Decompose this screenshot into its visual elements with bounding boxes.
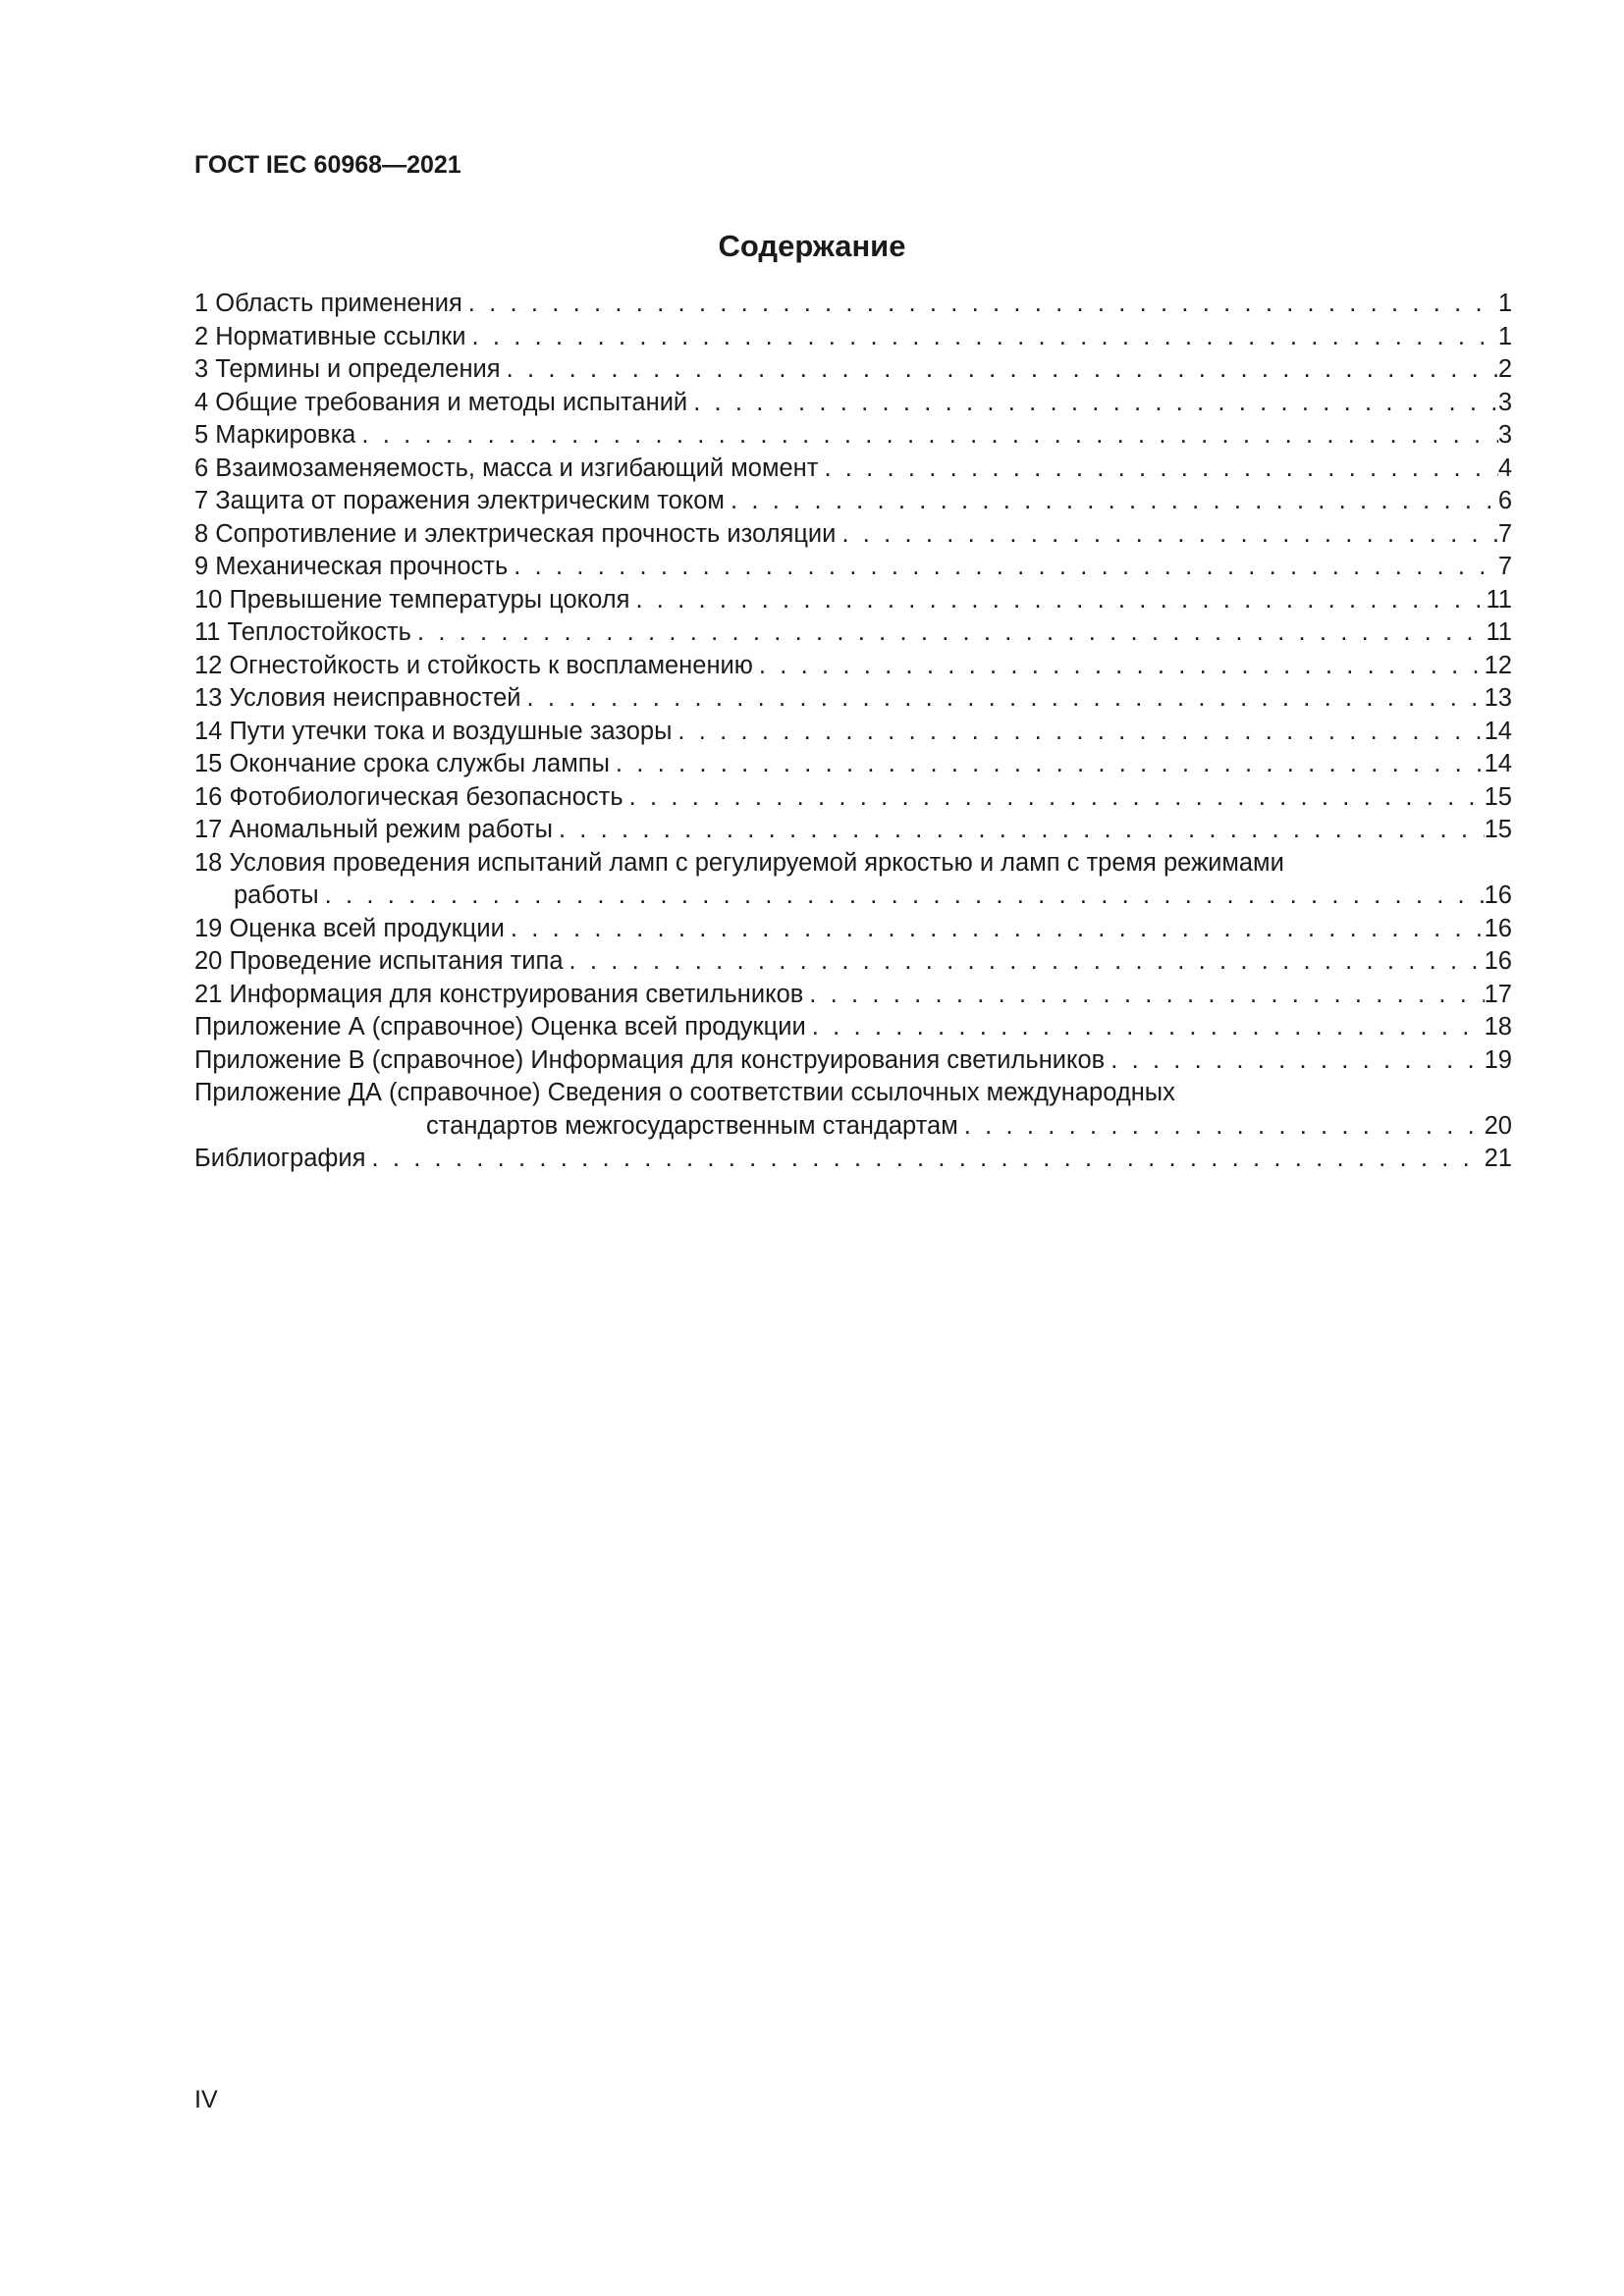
toc-entry-text: Приложение В (справочное) Информация для конструирования светильников bbox=[194, 1045, 1106, 1074]
toc-leader-dots bbox=[355, 419, 1497, 453]
toc-entry-page: 17 bbox=[1484, 980, 1512, 1008]
page-number: IV bbox=[194, 2086, 218, 2113]
toc-leader-dots bbox=[610, 748, 1485, 781]
toc-entry[interactable] bbox=[194, 321, 1512, 354]
toc-entry-text: 5 Маркировка bbox=[194, 421, 356, 449]
toc-leader-dots bbox=[521, 682, 1485, 716]
toc-entry[interactable] bbox=[194, 814, 1512, 847]
toc-leader-dots bbox=[836, 518, 1497, 552]
toc-leader-dots bbox=[553, 814, 1485, 847]
toc-leader-dots bbox=[958, 1110, 1485, 1144]
toc-leader-dots bbox=[1105, 1044, 1484, 1078]
toc-leader-dots bbox=[505, 913, 1485, 946]
toc-leader-dots bbox=[319, 880, 1485, 913]
toc-entry-text: 2 Нормативные ссылки bbox=[194, 322, 466, 350]
toc-leader-dots bbox=[623, 781, 1485, 815]
toc-entry-page: 12 bbox=[1484, 651, 1512, 679]
toc-entry[interactable] bbox=[194, 1011, 1512, 1044]
toc-entry[interactable] bbox=[194, 945, 1512, 979]
toc-entry-continuation[interactable] bbox=[194, 880, 1512, 913]
toc-entry-text: 19 Оценка всей продукции bbox=[194, 914, 505, 942]
toc-entry[interactable] bbox=[194, 716, 1512, 749]
toc-entry-text: 12 Огнестойкость и стойкость к воспламенению bbox=[194, 651, 753, 679]
toc-entry[interactable] bbox=[194, 682, 1512, 716]
toc-entry-text: 16 Фотобиологическая безопасность bbox=[194, 782, 623, 811]
toc-entry-page: 14 bbox=[1484, 717, 1512, 745]
toc-entry-first-line[interactable] bbox=[194, 1077, 1512, 1110]
toc-leader-dots bbox=[411, 616, 1487, 650]
toc-entry[interactable] bbox=[194, 485, 1512, 518]
toc-entry-text: Приложение ДА (справочное) Сведения о соответствии ссылочных международных bbox=[194, 1079, 1175, 1106]
toc-entry-text: 14 Пути утечки тока и воздушные зазоры bbox=[194, 717, 673, 745]
toc-entry-page: 7 bbox=[1497, 553, 1512, 580]
toc-entry-text: Приложение А (справочное) Оценка всей продукции bbox=[194, 1013, 806, 1041]
toc-entry-page: 1 bbox=[1497, 290, 1512, 317]
toc-entry-continuation[interactable] bbox=[194, 1110, 1512, 1144]
table-of-contents bbox=[194, 288, 1512, 1176]
toc-entry-page: 16 bbox=[1484, 947, 1512, 975]
toc-leader-dots bbox=[725, 485, 1498, 518]
toc-entry[interactable] bbox=[194, 781, 1512, 815]
toc-leader-dots bbox=[818, 453, 1497, 486]
toc-entry-text: 10 Превышение температуры цоколя bbox=[194, 585, 630, 614]
toc-entry-page: 11 bbox=[1486, 585, 1512, 614]
toc-leader-dots bbox=[687, 387, 1498, 420]
toc-leader-dots bbox=[462, 288, 1498, 321]
toc-entry[interactable] bbox=[194, 288, 1512, 321]
toc-entry-continuation-text: работы bbox=[234, 881, 319, 909]
toc-entry-text: 17 Аномальный режим работы bbox=[194, 816, 553, 843]
toc-entry-page: 13 bbox=[1484, 684, 1512, 712]
toc-leader-dots bbox=[629, 584, 1486, 617]
toc-entry-page: 3 bbox=[1497, 421, 1512, 449]
toc-leader-dots bbox=[465, 321, 1497, 354]
toc-entry-text: 4 Общие требования и методы испытаний bbox=[194, 388, 688, 416]
toc-entry-text: 15 Окончание срока службы лампы bbox=[194, 750, 610, 777]
toc-entry-continuation-text: стандартов межгосударственным стандартам bbox=[426, 1111, 958, 1140]
toc-entry[interactable] bbox=[194, 650, 1512, 683]
toc-entry-page: 16 bbox=[1484, 914, 1512, 942]
toc-entry-page: 15 bbox=[1484, 782, 1512, 811]
toc-entry-page: 3 bbox=[1497, 388, 1512, 416]
toc-entry[interactable] bbox=[194, 979, 1512, 1012]
toc-entry-page: 4 bbox=[1497, 454, 1512, 482]
toc-entry[interactable] bbox=[194, 387, 1512, 420]
toc-leader-dots bbox=[508, 551, 1498, 584]
toc-entry[interactable] bbox=[194, 518, 1512, 552]
toc-leader-dots bbox=[753, 650, 1485, 683]
toc-entry-page: 20 bbox=[1484, 1111, 1512, 1140]
toc-entry-text: Библиография bbox=[194, 1145, 366, 1172]
toc-entry-page: 15 bbox=[1484, 816, 1512, 843]
toc-leader-dots bbox=[806, 1011, 1485, 1044]
toc-entry-text: 9 Механическая прочность bbox=[194, 553, 509, 580]
toc-entry-page: 19 bbox=[1484, 1045, 1512, 1074]
toc-entry-page: 7 bbox=[1497, 519, 1512, 548]
document-id-header: ГОСТ IEC 60968—2021 bbox=[194, 151, 461, 179]
toc-leader-dots bbox=[564, 945, 1485, 979]
toc-entry-page: 14 bbox=[1484, 750, 1512, 777]
toc-leader-dots bbox=[803, 979, 1484, 1012]
toc-entry[interactable] bbox=[194, 748, 1512, 781]
toc-entry[interactable] bbox=[194, 353, 1512, 387]
toc-entry[interactable] bbox=[194, 1143, 1512, 1176]
toc-entry-text: 21 Информация для конструирования светильников bbox=[194, 980, 804, 1008]
toc-entry[interactable] bbox=[194, 584, 1512, 617]
toc-entry-page: 18 bbox=[1484, 1013, 1512, 1041]
toc-entry-page: 16 bbox=[1484, 881, 1512, 909]
toc-entry-text: 11 Теплостойкость bbox=[194, 618, 411, 646]
toc-entry[interactable] bbox=[194, 913, 1512, 946]
toc-entry[interactable] bbox=[194, 453, 1512, 486]
toc-entry[interactable] bbox=[194, 419, 1512, 453]
toc-entry-text: 20 Проведение испытания типа bbox=[194, 947, 564, 975]
toc-entry-page: 6 bbox=[1497, 487, 1512, 514]
toc-entry-page: 11 bbox=[1486, 618, 1512, 646]
toc-entry-text: 8 Сопротивление и электрическая прочность изоляции bbox=[194, 519, 837, 548]
toc-entry-page: 1 bbox=[1497, 322, 1512, 350]
toc-entry-text: 13 Условия неисправностей bbox=[194, 684, 521, 712]
toc-entry[interactable] bbox=[194, 1044, 1512, 1078]
toc-entry-text: 18 Условия проведения испытаний ламп с регулируемой яркостью и ламп с тремя режимами bbox=[194, 848, 1284, 877]
toc-entry[interactable] bbox=[194, 616, 1512, 650]
toc-entry-page: 2 bbox=[1497, 355, 1512, 383]
toc-entry-text: 3 Термины и определения bbox=[194, 355, 501, 383]
toc-leader-dots bbox=[501, 353, 1498, 387]
toc-title: Содержание bbox=[718, 229, 906, 263]
toc-entry-page: 21 bbox=[1484, 1145, 1512, 1172]
toc-entry-first-line[interactable] bbox=[194, 847, 1512, 881]
toc-leader-dots bbox=[672, 716, 1484, 749]
toc-entry-text: 1 Область применения bbox=[194, 290, 462, 317]
toc-entry-text: 7 Защита от поражения электрическим током bbox=[194, 487, 725, 514]
toc-leader-dots bbox=[365, 1143, 1484, 1176]
toc-entry-text: 6 Взаимозаменяемость, масса и изгибающий момент bbox=[194, 454, 819, 482]
toc-entry[interactable] bbox=[194, 551, 1512, 584]
